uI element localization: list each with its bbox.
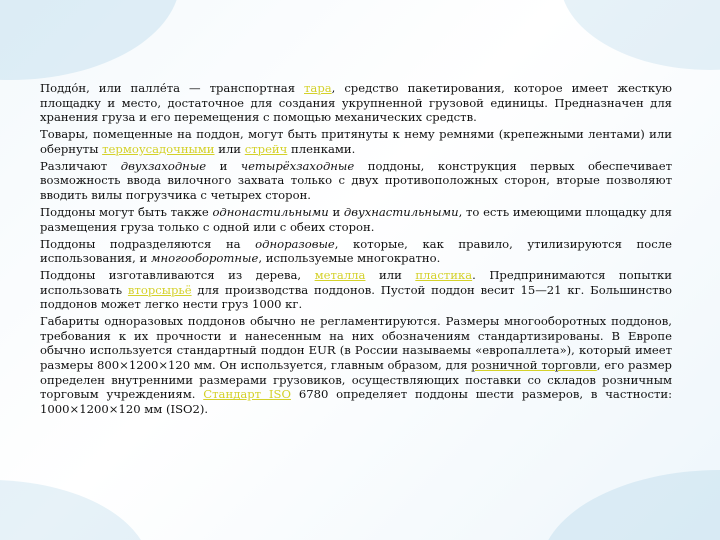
text-run: Поддо́н, или палле́та	[40, 81, 181, 95]
italic-term: двухзаходные	[120, 158, 207, 173]
italic-term: одноразовые	[255, 236, 335, 251]
slide-body-text	[40, 81, 672, 419]
text-run: , его размер определен внутренними размерами грузовиков, осуществляющих поставки со складов розничным торговым учреждениям.	[40, 358, 672, 402]
italic-term: однонастильными	[212, 204, 329, 219]
italic-term: многооборотные	[150, 251, 259, 266]
text-run: и	[206, 158, 241, 173]
paragraph	[40, 314, 672, 416]
paragraph	[40, 159, 672, 203]
hyperlink[interactable]: пластика	[415, 268, 473, 283]
paragraph	[40, 127, 672, 156]
hyperlink[interactable]: Стандарт ISO	[203, 387, 291, 402]
text-run: пленками.	[287, 141, 356, 156]
text-run: 6780 определяет поддоны шести размеров, в частности: 1000×1200×120 мм (ISO2).	[40, 387, 672, 416]
italic-term: двухнастильными	[343, 204, 459, 219]
text-run: — транспортная	[180, 81, 304, 95]
hyperlink[interactable]: тара	[304, 81, 332, 95]
text-run: и	[328, 204, 344, 219]
paragraph	[40, 81, 672, 125]
text-run: или	[365, 268, 416, 283]
text-run: для производства поддонов. Пустой поддон весит 15—21 кг. Большинство поддонов может легко нести груз 1000 кг.	[40, 282, 673, 312]
decorative-corner-top-right	[560, 0, 720, 70]
paragraph	[40, 237, 672, 266]
text-run: Габариты одноразовых поддонов обычно не регламентируются. Размеры многооборотных поддонов, требования к их прочности и нанесенным на них обозначениям стандартизированы. В Европе обычно используется стандартный поддон EUR (в России называемы «европаллета»), который имеет размеры 800×1200×120 мм. Он используется, главным образом, для	[40, 314, 672, 373]
decorative-corner-bottom-left	[0, 480, 150, 540]
hyperlink[interactable]: термоусадочными	[102, 141, 215, 156]
text-run: . Предпринимаются попытки использовать	[40, 268, 672, 297]
text-run: , используемые многократно.	[258, 251, 441, 266]
paragraph	[40, 268, 672, 312]
decorative-corner-bottom-right	[540, 470, 720, 540]
italic-term: четырёхзаходные	[240, 158, 355, 173]
hyperlink[interactable]: стрейч	[244, 141, 288, 156]
text-run: Различают	[40, 158, 121, 173]
text-run: , средство пакетирования, которое имеет жесткую площадку и место, достаточное для создания укрупненной грузовой единицы. Предназначен для хранения груза и его перемещения с помощью механических средств.	[40, 81, 673, 125]
hyperlink[interactable]: металла	[314, 268, 366, 283]
hyperlink[interactable]: розничной торговли	[471, 358, 597, 373]
text-run: Поддоны подразделяются на	[40, 236, 256, 251]
text-run: Поддоны изготавливаются из дерева,	[40, 268, 315, 283]
text-run: Поддоны могут быть также	[40, 204, 213, 219]
paragraph	[40, 205, 672, 234]
text-run: Товары, помещенные на поддон, могут быть притянуты к нему ремнями (крепежными лентами) или обернуты	[40, 127, 672, 156]
text-run: , которые, как правило, утилизируются после использования, и	[40, 236, 672, 266]
decorative-corner-top-left	[0, 0, 180, 80]
text-run: или	[214, 141, 245, 156]
text-run: поддоны, конструкция первых обеспечивает возможность ввода вилочного захвата только с двух противоположных сторон, вторые позволяют вводить вилы погрузчика с четырех сторон.	[40, 158, 672, 202]
text-run: , то есть имеющими площадку для размещения груза только с одной или с обеих сторон.	[40, 204, 672, 234]
hyperlink[interactable]: вторсырьё	[127, 282, 192, 297]
